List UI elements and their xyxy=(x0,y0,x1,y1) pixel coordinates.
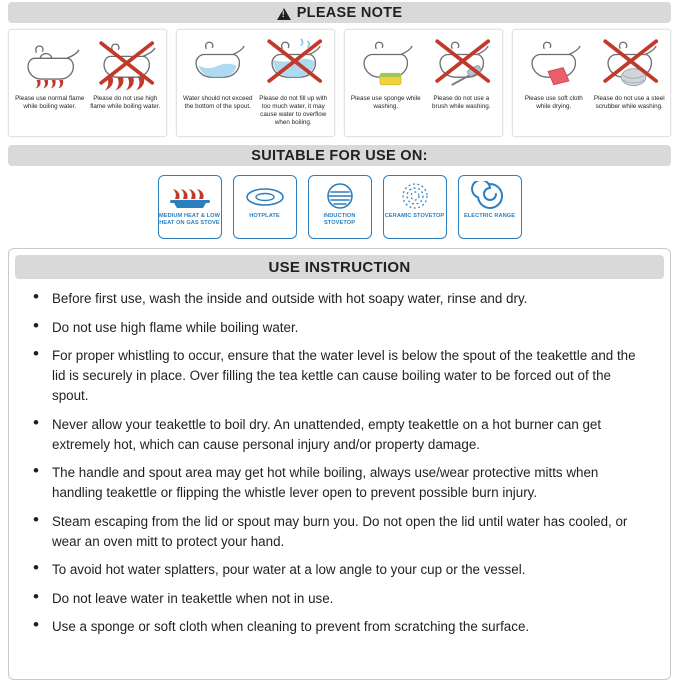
please-note-cards xyxy=(8,29,671,137)
list-item: • For proper whistling to occur, ensure that the water level is below the spout of the teakettle and the lid is securely in place. Over filling the tea kettle can cause boiling water to be forced out of the spout. xyxy=(29,346,650,406)
warning-triangle-icon xyxy=(277,8,291,20)
note-cell xyxy=(12,34,88,133)
note-cell xyxy=(592,34,668,133)
suit-caption: HOTPLATE xyxy=(249,213,280,219)
kettle-high-flame-crossed-icon xyxy=(88,34,164,92)
note-cell xyxy=(348,34,424,133)
please-note-section xyxy=(8,2,671,137)
kettle-water-level-icon xyxy=(180,34,256,92)
electric-range-coil-icon xyxy=(458,175,522,239)
note-card xyxy=(8,29,167,137)
kettle-soft-cloth-icon xyxy=(516,34,592,92)
note-caption: Please do not use a steel scrubber while washing. xyxy=(593,95,665,110)
list-item: • Steam escaping from the lid or spout may burn you. Do not open the lid until water has cooled, or wear an oven mitt to protect your hand. xyxy=(29,512,650,552)
list-item: • The handle and spout area may get hot while boiling, always use/wear protective mitts when handling teakettle or flipping the whistle lever open to prevent possible burn injury. xyxy=(29,463,650,503)
kettle-sponge-icon xyxy=(348,34,424,92)
kettle-brush-crossed-icon xyxy=(424,34,500,92)
list-item: • Use a sponge or soft cloth when cleaning to prevent from scratching the surface. xyxy=(29,617,650,637)
suit-caption: MEDIUM HEAT & LOW HEAT ON GAS STOVE xyxy=(159,213,220,226)
note-card xyxy=(512,29,671,137)
suit-caption: ELECTRIC RANGE xyxy=(463,213,516,219)
suitable-title: SUITABLE FOR USE ON: xyxy=(251,147,428,164)
note-cell xyxy=(516,34,592,133)
note-cell xyxy=(88,34,164,133)
use-instruction-title: USE INSTRUCTION xyxy=(268,258,411,276)
kettle-overfill-crossed-icon xyxy=(256,34,332,92)
use-instruction-header xyxy=(15,255,664,279)
use-instruction-section xyxy=(8,248,671,680)
note-caption: Please use soft cloth while drying. xyxy=(524,95,583,110)
suitable-icons xyxy=(8,175,671,239)
please-note-title: PLEASE NOTE xyxy=(296,4,403,21)
note-cell xyxy=(424,34,500,133)
note-caption: Please use normal flame while boiling water. xyxy=(15,95,85,110)
note-cell xyxy=(180,34,256,133)
induction-stovetop-icon xyxy=(308,175,372,239)
note-caption: Please use sponge while washing. xyxy=(350,95,421,110)
note-caption: Please do not fill up with too much water, it may cause water to overflow when boiling. xyxy=(259,95,328,126)
note-caption: Please do not use a brush while washing. xyxy=(432,95,491,110)
list-item: • Do not use high flame while boiling water. xyxy=(29,318,650,338)
hotplate-icon xyxy=(233,175,297,239)
note-cell xyxy=(256,34,332,133)
kettle-normal-flame-icon xyxy=(12,34,88,92)
list-item: • Never allow your teakettle to boil dry. An unattended, empty teakettle on a hot burner can get extremely hot, which can cause personal injury and/or property damage. xyxy=(29,415,650,455)
ceramic-stovetop-icon xyxy=(383,175,447,239)
list-item: • Before first use, wash the inside and outside with hot soapy water, rinse and dry. xyxy=(29,289,650,309)
suitable-for-use-section xyxy=(8,145,671,239)
please-note-header xyxy=(8,2,671,23)
use-instruction-list xyxy=(15,289,664,637)
note-card xyxy=(176,29,335,137)
note-caption: Water should not exceed the bottom of the spout. xyxy=(183,95,253,110)
list-item: • To avoid hot water splatters, pour water at a low angle to your cup or the vessel. xyxy=(29,560,650,580)
gas-stove-flame-icon xyxy=(158,175,222,239)
list-item: • Do not leave water in teakettle when not in use. xyxy=(29,589,650,609)
note-caption: Please do not use high flame while boiling water. xyxy=(90,95,161,110)
suit-caption: CERAMIC STOVETOP xyxy=(384,213,445,219)
note-card xyxy=(344,29,503,137)
suit-caption: INDUCTION STOVETOP xyxy=(323,213,356,226)
suitable-header xyxy=(8,145,671,166)
kettle-steel-scrubber-crossed-icon xyxy=(592,34,668,92)
